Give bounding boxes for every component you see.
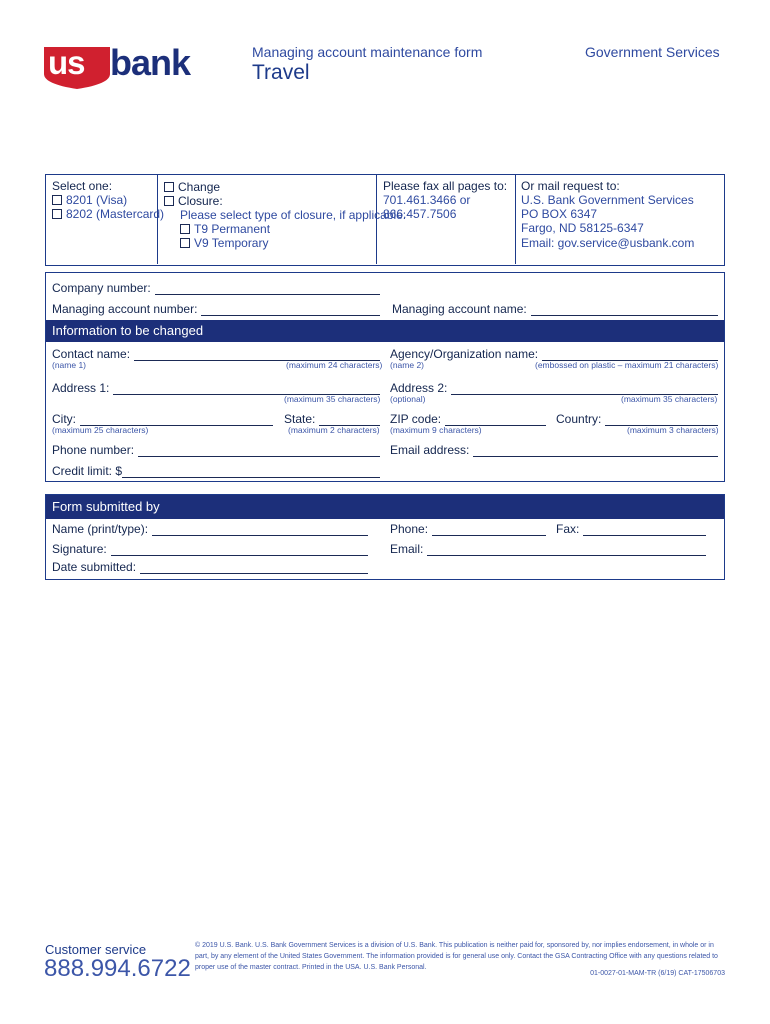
- zip-hint: (maximum 9 characters): [390, 425, 482, 435]
- form-code: 01-0027-01-MAM-TR (6/19) CAT-17506703: [590, 970, 725, 977]
- customer-service-phone: 888.994.6722: [44, 955, 191, 982]
- submitted-section-header: Form submitted by: [46, 495, 724, 519]
- address-2-hint-right: (maximum 35 characters): [621, 394, 718, 404]
- mail-label: Or mail request to:: [521, 179, 620, 193]
- signature-field[interactable]: Signature:: [52, 542, 368, 556]
- agency-name-field[interactable]: Agency/Organization name:: [390, 347, 718, 361]
- state-field[interactable]: State:: [284, 412, 380, 426]
- fax-line-1: 701.461.3466 or: [383, 193, 471, 207]
- address-2-hint-left: (optional): [390, 394, 426, 404]
- visa-checkbox[interactable]: [52, 195, 62, 205]
- mail-line-1: U.S. Bank Government Services: [521, 193, 694, 207]
- fax-line-2: 866.457.7506: [383, 207, 457, 221]
- closure-option[interactable]: Closure:: [164, 194, 223, 208]
- t9-option[interactable]: T9 Permanent: [180, 222, 270, 236]
- submitter-email-field[interactable]: Email:: [390, 542, 706, 556]
- company-number-field[interactable]: Company number:: [52, 281, 380, 295]
- v9-option[interactable]: V9 Temporary: [180, 236, 268, 250]
- legal-text: © 2019 U.S. Bank. U.S. Bank Government Services is a division of U.S. Bank. This publication is neither paid for, sponsored by, nor implies endorsement, in whole or in part, by any element of the United States Government. The information provided is for general use only. Contact the GSA Contracting Office with any questions related to proper use of the master contract. Printed in the USA. U.S. Bank Personal.: [195, 942, 718, 971]
- email-address-field[interactable]: Email address:: [390, 443, 718, 457]
- phone-number-field[interactable]: Phone number:: [52, 443, 380, 457]
- address-1-field[interactable]: Address 1:: [52, 381, 380, 395]
- closure-checkbox[interactable]: [164, 196, 174, 206]
- mail-email: Email: gov.service@usbank.com: [521, 236, 695, 250]
- country-field[interactable]: Country:: [556, 412, 718, 426]
- v9-checkbox[interactable]: [180, 238, 190, 248]
- submitter-name-field[interactable]: Name (print/type):: [52, 522, 368, 536]
- usbank-logo: [44, 44, 216, 90]
- city-field[interactable]: City:: [52, 412, 273, 426]
- credit-limit-field[interactable]: Credit limit: $: [52, 464, 380, 478]
- state-hint: (maximum 2 characters): [288, 425, 380, 435]
- contact-name-field[interactable]: Contact name:: [52, 347, 380, 361]
- mail-line-3: Fargo, ND 58125-6347: [521, 221, 644, 235]
- address-1-hint: (maximum 35 characters): [284, 394, 381, 404]
- managing-number-field[interactable]: Managing account number:: [52, 302, 380, 316]
- zip-field[interactable]: ZIP code:: [390, 412, 546, 426]
- agency-hint-left: (name 2): [390, 360, 425, 370]
- change-option[interactable]: Change: [164, 180, 220, 194]
- logo-us-text: us: [48, 44, 85, 81]
- closure-hint: Please select type of closure, if applicable:: [180, 208, 407, 222]
- agency-hint-right: (embossed on plastic – maximum 21 characters): [535, 360, 719, 370]
- city-hint: (maximum 25 characters): [52, 425, 149, 435]
- date-submitted-field[interactable]: Date submitted:: [52, 560, 368, 574]
- submitter-fax-field[interactable]: Fax:: [556, 522, 706, 536]
- contact-hint-right: (maximum 24 characters): [286, 360, 383, 370]
- t9-checkbox[interactable]: [180, 224, 190, 234]
- select-one-label: Select one:: [52, 179, 113, 193]
- fax-label: Please fax all pages to:: [383, 179, 508, 193]
- customer-service-label: Customer service: [45, 942, 147, 957]
- mastercard-option[interactable]: 8202 (Mastercard): [52, 207, 164, 221]
- contact-hint-left: (name 1): [52, 360, 87, 370]
- logo-bank-text: bank: [110, 42, 191, 83]
- form-name: Managing account maintenance form: [252, 44, 483, 60]
- mastercard-checkbox[interactable]: [52, 209, 62, 219]
- submitter-phone-field[interactable]: Phone:: [390, 522, 546, 536]
- address-2-field[interactable]: Address 2:: [390, 381, 718, 395]
- managing-name-field[interactable]: Managing account name:: [392, 302, 718, 316]
- info-section-header: Information to be changed: [46, 320, 724, 342]
- country-hint: (maximum 3 characters): [627, 425, 719, 435]
- department: Government Services: [585, 44, 720, 60]
- visa-option[interactable]: 8201 (Visa): [52, 193, 127, 207]
- change-checkbox[interactable]: [164, 182, 174, 192]
- mail-line-2: PO BOX 6347: [521, 207, 598, 221]
- form-title: Travel: [252, 61, 310, 84]
